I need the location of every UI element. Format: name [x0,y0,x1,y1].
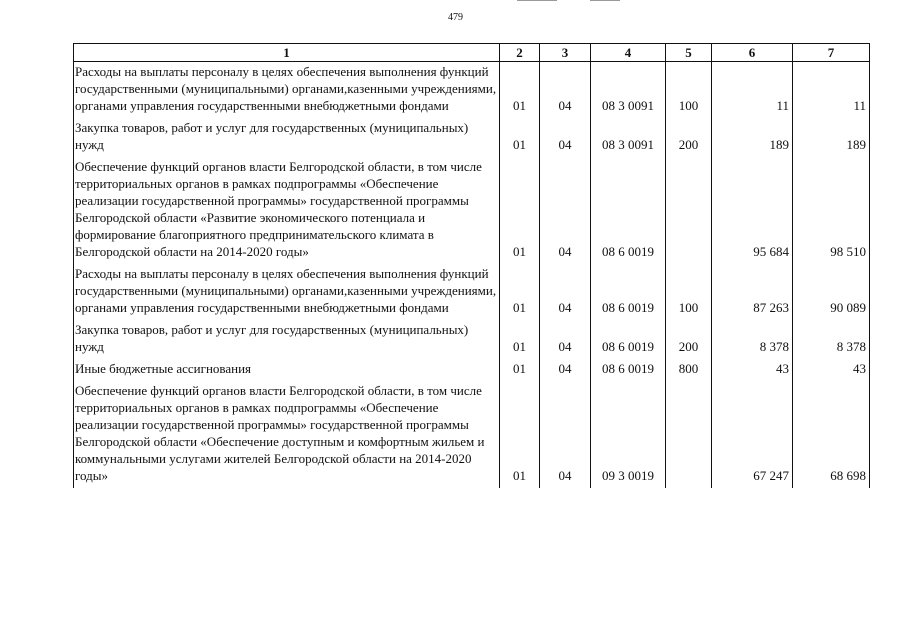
cell-subsection: 04 [540,320,591,359]
header-col-2: 2 [500,44,540,62]
cell-subsection: 04 [540,359,591,381]
cell-amount-1: 189 [712,118,793,157]
cell-amount-2: 43 [793,359,870,381]
cell-amount-1: 8 378 [712,320,793,359]
cell-subsection: 04 [540,264,591,320]
table-row [74,359,870,381]
cell-expense-type: 200 [666,320,712,359]
header-col-4: 4 [591,44,666,62]
cell-subsection: 04 [540,118,591,157]
header-col-7: 7 [793,44,870,62]
cell-amount-2: 8 378 [793,320,870,359]
row-description: Иные бюджетные ассигнования [74,359,500,381]
row-description: Обеспечение функций органов власти Белгородской области, в том числе территориальных органов в рамках подпрограммы «Обеспечение реализации государственной программы» государственной программы Белгородской области «Обеспечение доступным и комфортным жильем и коммунальными услугами жителей Белгородской области на 2014-2020 годы» [74,381,500,488]
cell-target-article: 08 6 0019 [591,157,666,264]
row-description: Обеспечение функций органов власти Белгородской области, в том числе территориальных органов в рамках подпрограммы «Обеспечение реализации государственной программы» государственной программы Белгородской области «Развитие экономического потенциала и формирование благоприятного предпринимательского климата в Белгородской области на 2014-2020 годы» [74,157,500,264]
cell-subsection: 04 [540,157,591,264]
scan-mark [590,0,620,1]
cell-expense-type: 200 [666,118,712,157]
cell-section: 01 [500,359,540,381]
table-row [74,157,870,264]
cell-target-article: 08 3 0091 [591,62,666,119]
cell-expense-type [666,157,712,264]
cell-amount-2: 98 510 [793,157,870,264]
cell-expense-type: 100 [666,62,712,119]
cell-section: 01 [500,118,540,157]
table-row [74,264,870,320]
table-row [74,320,870,359]
row-description: Расходы на выплаты персоналу в целях обеспечения выполнения функций государственными (муниципальными) органами,казенными учреждениями, органами управления государственными внебюджетными фондами [74,264,500,320]
cell-section: 01 [500,264,540,320]
cell-target-article: 08 3 0091 [591,118,666,157]
cell-target-article: 09 3 0019 [591,381,666,488]
cell-amount-2: 68 698 [793,381,870,488]
cell-amount-1: 67 247 [712,381,793,488]
table-row [74,62,870,119]
row-description: Закупка товаров, работ и услуг для государственных (муниципальных) нужд [74,320,500,359]
table-row [74,381,870,488]
cell-section: 01 [500,320,540,359]
cell-subsection: 04 [540,381,591,488]
cell-target-article: 08 6 0019 [591,320,666,359]
budget-table [73,43,870,488]
cell-section: 01 [500,381,540,488]
header-col-3: 3 [540,44,591,62]
cell-amount-2: 90 089 [793,264,870,320]
cell-amount-2: 189 [793,118,870,157]
cell-amount-1: 43 [712,359,793,381]
table-row [74,118,870,157]
cell-amount-1: 11 [712,62,793,119]
cell-target-article: 08 6 0019 [591,264,666,320]
cell-amount-2: 11 [793,62,870,119]
cell-target-article: 08 6 0019 [591,359,666,381]
table-header-row [74,44,870,62]
cell-subsection: 04 [540,62,591,119]
cell-amount-1: 95 684 [712,157,793,264]
cell-expense-type: 800 [666,359,712,381]
cell-section: 01 [500,62,540,119]
header-col-1: 1 [74,44,500,62]
cell-expense-type: 100 [666,264,712,320]
cell-expense-type [666,381,712,488]
header-col-5: 5 [666,44,712,62]
cell-section: 01 [500,157,540,264]
row-description: Закупка товаров, работ и услуг для государственных (муниципальных) нужд [74,118,500,157]
page-number: 479 [448,12,463,23]
cell-amount-1: 87 263 [712,264,793,320]
row-description: Расходы на выплаты персоналу в целях обеспечения выполнения функций государственными (муниципальными) органами,казенными учреждениями, органами управления государственными внебюджетными фондами [74,62,500,119]
scan-mark [517,0,557,1]
header-col-6: 6 [712,44,793,62]
